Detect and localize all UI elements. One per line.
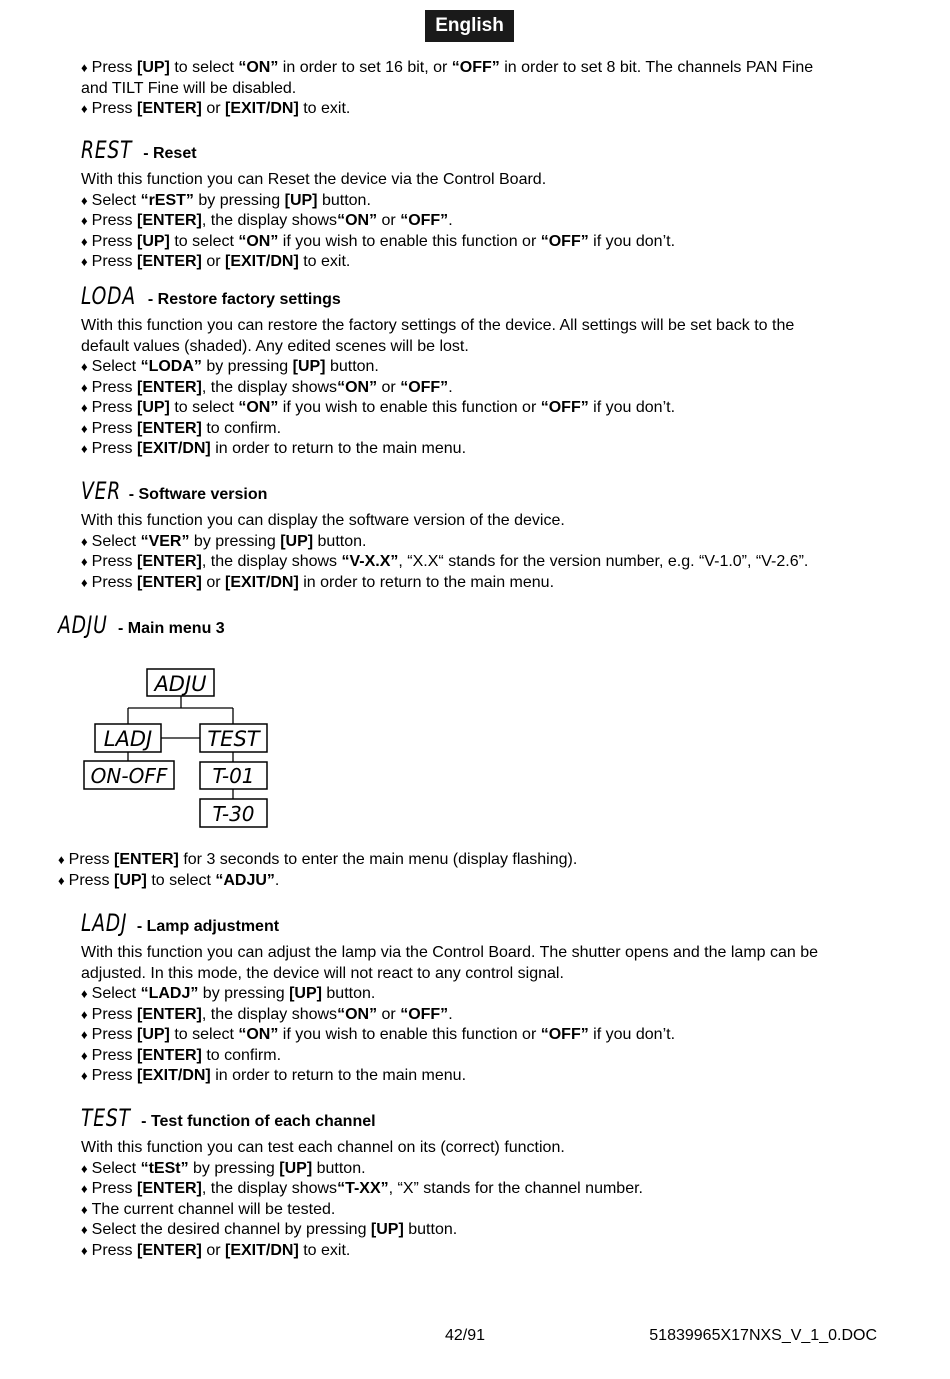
text-run: or [377, 212, 401, 229]
bold-text: “ON” [337, 1005, 378, 1023]
adju-heading [58, 611, 225, 639]
document-id: 51839965X17NXS_V_1_0.DOC [649, 1327, 877, 1344]
diamond-bullet-icon: ♦ [81, 1181, 88, 1196]
diamond-bullet-icon: ♦ [81, 986, 88, 1001]
text-run: Press [91, 1005, 137, 1023]
bullet-item [81, 552, 877, 573]
text-run: by pressing [193, 191, 285, 209]
menu-node-ladj [95, 724, 161, 752]
bold-text: “ADJU” [215, 871, 275, 889]
bold-text: “ON” [238, 59, 279, 76]
bold-text: “ON” [238, 1026, 279, 1043]
text-run: in order to return to the main menu. [298, 573, 555, 591]
text-run: The current channel will be tested. [91, 1200, 336, 1218]
diamond-bullet-icon: ♦ [81, 441, 88, 456]
rest-description-line: With this function you can Reset the device via the Control Board. [81, 171, 547, 188]
bold-text: “VER” [140, 532, 190, 550]
bold-text: “OFF” [400, 1005, 449, 1023]
bold-text: [EXIT/DN] [225, 100, 299, 117]
bold-text: [UP] [279, 1159, 313, 1177]
text-run: Press [91, 1046, 137, 1064]
loda-display-code: LODA [81, 282, 136, 310]
text-run: to select [169, 232, 239, 250]
language-badge: English [425, 10, 514, 42]
bold-text: “OFF” [400, 378, 449, 396]
menu-node-t-30-label: T-30 [212, 802, 255, 826]
diamond-bullet-icon: ♦ [58, 872, 65, 888]
text-run: . [274, 871, 280, 889]
bold-text: “tESt” [140, 1159, 189, 1177]
ladj-body [81, 943, 877, 1087]
rest-body [81, 170, 877, 273]
text-run: by pressing [201, 358, 293, 375]
bullet-item [81, 1066, 877, 1087]
bold-text: “T-XX” [337, 1180, 389, 1197]
text-run: Press [91, 1241, 137, 1259]
text-run: if you don’t. [588, 1026, 676, 1043]
bullet-item [58, 850, 854, 871]
loda-description-line: default values (shaded). Any edited scenes will be lost. [81, 337, 469, 355]
text-run: Press [91, 212, 137, 229]
bullet-item [81, 99, 877, 120]
text-run: or [201, 1241, 225, 1259]
bold-text: “ON” [337, 378, 378, 396]
menu-node-adju [147, 669, 214, 696]
text-run: Press [91, 232, 137, 250]
adju-body [58, 850, 854, 891]
ver-body [81, 511, 877, 593]
text-run: or [201, 100, 225, 117]
bold-text: [ENTER] [136, 1005, 202, 1023]
bold-text: [EXIT/DN] [225, 573, 299, 591]
bold-text: [UP] [292, 358, 326, 375]
text-run: if you don’t. [588, 399, 676, 416]
bold-text: “V-X.X” [341, 553, 399, 570]
text-run: by pressing [189, 532, 281, 550]
bold-text: [UP] [136, 232, 170, 250]
text-run: . [448, 212, 453, 229]
text-run: Select [91, 532, 141, 550]
menu-node-t-30 [200, 799, 267, 827]
diamond-bullet-icon: ♦ [81, 420, 88, 436]
bold-text: [UP] [284, 191, 318, 209]
text-run: Select [91, 1159, 141, 1177]
text-run: button. [313, 532, 367, 550]
diamond-bullet-icon: ♦ [81, 233, 88, 249]
diamond-bullet-icon: ♦ [81, 1242, 88, 1258]
text-run: or [201, 253, 225, 270]
bold-text: [UP] [136, 399, 170, 416]
bold-text: [ENTER] [136, 1241, 202, 1259]
menu-node-adju-label: ADJU [154, 672, 207, 696]
bullet-item [81, 211, 877, 232]
text-run: by pressing [198, 985, 290, 1002]
text-run: in order to set 16 bit, or [278, 59, 452, 76]
text-run: , the display shows [201, 1180, 338, 1197]
bold-text: “LADJ” [140, 985, 199, 1002]
text-run: and TILT Fine will be disabled. [81, 79, 297, 97]
bold-text: “ON” [337, 212, 378, 229]
bullet-item [81, 252, 877, 273]
bullet-item [81, 573, 877, 594]
text-run: in order to return to the main menu. [210, 1067, 467, 1084]
bullet-item [81, 378, 877, 399]
text-run: , “X.X“ stands for the version number, e.g. “V-1.0”, “V-2.6”. [398, 553, 809, 570]
test-heading [81, 1104, 376, 1132]
text-run: Select [91, 358, 141, 375]
bullet-item [81, 1241, 877, 1262]
text-run: Press [91, 100, 137, 117]
text-run: to select [146, 871, 216, 889]
bold-text: [ENTER] [136, 573, 202, 591]
bullet-item [81, 1005, 877, 1026]
text-run: by pressing [188, 1159, 280, 1177]
bullet-item [81, 1159, 877, 1180]
diamond-bullet-icon: ♦ [81, 1068, 88, 1083]
bullet-item [81, 1220, 877, 1241]
text-run: , the display shows [201, 553, 342, 570]
diamond-bullet-icon: ♦ [81, 101, 88, 116]
text-run: . [448, 1005, 453, 1023]
bullet-item [81, 1025, 877, 1046]
bold-text: [UP] [280, 532, 314, 550]
rest-display-code: REST [81, 136, 133, 164]
text-line [81, 79, 877, 100]
diamond-bullet-icon: ♦ [81, 379, 88, 395]
menu-node-t-01-label: T-01 [212, 764, 255, 788]
diamond-bullet-icon: ♦ [81, 254, 88, 269]
menu-tree-diagram [80, 666, 280, 836]
text-run: to exit. [298, 1241, 351, 1259]
bold-text: “OFF” [540, 232, 589, 250]
diamond-bullet-icon: ♦ [81, 1201, 88, 1217]
text-run: , the display shows [201, 212, 338, 229]
text-run: Select [91, 985, 141, 1002]
loda-heading [81, 282, 341, 310]
bold-text: “LODA” [140, 358, 202, 375]
text-run: Press [91, 553, 137, 570]
text-run: to select [169, 399, 239, 416]
diamond-bullet-icon: ♦ [81, 1027, 88, 1042]
bold-text: [ENTER] [136, 419, 202, 437]
page-number: 42/91 [445, 1327, 486, 1344]
bullet-item [81, 1179, 877, 1200]
bullet-item [58, 871, 854, 892]
bold-text: “OFF” [540, 399, 589, 416]
ladj-description-line: With this function you can adjust the lamp via the Control Board. The shutter opens and the lamp can be [81, 944, 819, 961]
text-run: Press [91, 1026, 137, 1043]
bold-text: [UP] [370, 1221, 404, 1238]
text-run: button. [317, 191, 371, 209]
diamond-bullet-icon: ♦ [58, 852, 65, 867]
ver-title: - Software version [128, 486, 268, 503]
text-run: to exit. [298, 100, 351, 117]
bold-text: [ENTER] [136, 553, 202, 570]
loda-title: - Restore factory settings [147, 291, 341, 308]
bullet-item [81, 984, 877, 1005]
text-run: . [448, 378, 453, 396]
diamond-bullet-icon: ♦ [81, 213, 88, 228]
text-run: if you wish to enable this function or [278, 1026, 541, 1043]
bold-text: [UP] [136, 1026, 170, 1043]
diamond-bullet-icon: ♦ [81, 1160, 88, 1176]
diamond-bullet-icon: ♦ [81, 554, 88, 569]
diamond-bullet-icon: ♦ [81, 574, 88, 590]
bullet-item [81, 357, 877, 378]
text-run: Press [91, 440, 137, 457]
ver-heading [81, 477, 267, 505]
diamond-bullet-icon: ♦ [81, 1222, 88, 1237]
text-run: if you wish to enable this function or [278, 399, 541, 416]
diamond-bullet-icon: ♦ [81, 1006, 88, 1022]
test-description-line: With this function you can test each channel on its (correct) function. [81, 1139, 565, 1156]
diamond-bullet-icon: ♦ [81, 400, 88, 415]
bold-text: [ENTER] [136, 1180, 202, 1197]
bold-text: “rEST” [140, 191, 194, 209]
text-run: Press [91, 378, 137, 396]
bold-text: [ENTER] [136, 378, 202, 396]
bold-text: “OFF” [540, 1026, 589, 1043]
loda-description-line: With this function you can restore the factory settings of the device. All settings will be set back to the [81, 317, 795, 334]
bold-text: “OFF” [451, 59, 500, 76]
text-run: or [377, 1005, 401, 1023]
bullet-item [81, 1200, 877, 1221]
text-run: Press [91, 399, 137, 416]
diamond-bullet-icon: ♦ [81, 1047, 88, 1063]
diamond-bullet-icon: ♦ [81, 60, 88, 75]
test-display-code: TEST [81, 1104, 131, 1132]
text-run: to exit. [298, 253, 351, 270]
loda-body [81, 316, 877, 460]
text-run: Press [91, 253, 137, 270]
menu-node-on-off [84, 761, 174, 789]
adju-title: - Main menu 3 [118, 620, 225, 637]
text-run: if you don’t. [588, 232, 676, 250]
bullet-item [81, 232, 877, 253]
text-run: to confirm. [201, 419, 282, 437]
bullet-item [81, 419, 877, 440]
text-run: Press [91, 59, 137, 76]
bold-text: [ENTER] [136, 1046, 202, 1064]
text-run: Press [68, 851, 114, 868]
adju-display-code: ADJU [58, 611, 108, 639]
text-run: Press [91, 573, 137, 591]
text-run: or [377, 378, 401, 396]
bold-text: [ENTER] [136, 253, 202, 270]
text-run: button. [325, 358, 379, 375]
diamond-bullet-icon: ♦ [81, 359, 88, 374]
bold-text: [UP] [113, 871, 147, 889]
text-run: in order to set 8 bit. The channels PAN Fine [499, 59, 814, 76]
bold-text: [ENTER] [136, 100, 202, 117]
bold-text: [EXIT/DN] [136, 1067, 211, 1084]
ladj-display-code: LADJ [81, 909, 128, 937]
text-run: Press [91, 1067, 137, 1084]
bold-text: “OFF” [400, 212, 449, 229]
bullet-item [81, 191, 877, 212]
test-title: - Test function of each channel [141, 1113, 376, 1130]
text-run: to select [169, 59, 239, 76]
menu-node-on-off-label: ON-OFF [90, 764, 168, 788]
diamond-bullet-icon: ♦ [81, 533, 88, 549]
bullet-item [81, 58, 877, 79]
text-run: button. [321, 985, 376, 1002]
diamond-bullet-icon: ♦ [81, 192, 88, 208]
bullet-item [81, 532, 877, 553]
bullet-item [81, 439, 877, 460]
ver-display-code: VER [81, 477, 121, 505]
rest-heading [81, 136, 197, 164]
bold-text: [ENTER] [113, 851, 179, 868]
ladj-heading [81, 909, 279, 937]
bullet-item [81, 398, 877, 419]
ladj-title: - Lamp adjustment [136, 918, 280, 935]
rest-title: - Reset [143, 145, 197, 162]
text-run: if you wish to enable this function or [278, 232, 541, 250]
intro-block [81, 58, 877, 120]
bullet-item [81, 1046, 877, 1067]
ver-description-line: With this function you can display the software version of the device. [81, 512, 565, 529]
text-run: button. [403, 1221, 458, 1238]
ladj-description-line: adjusted. In this mode, the device will not react to any control signal. [81, 964, 564, 982]
text-run: to confirm. [201, 1046, 282, 1064]
text-run: , “X” stands for the channel number. [388, 1180, 643, 1197]
text-run: Select [91, 191, 141, 209]
menu-node-test [200, 724, 267, 752]
text-run: Press [91, 419, 137, 437]
text-run: button. [312, 1159, 366, 1177]
text-run: or [201, 573, 225, 591]
bold-text: “ON” [238, 232, 279, 250]
test-body [81, 1138, 877, 1261]
text-run: Press [91, 1180, 137, 1197]
bold-text: [EXIT/DN] [225, 1241, 299, 1259]
text-run: in order to return to the main menu. [210, 440, 467, 457]
text-run: Select the desired channel by pressing [91, 1221, 371, 1238]
menu-node-test-label: TEST [207, 727, 260, 751]
menu-node-ladj-label: LADJ [103, 727, 153, 751]
bold-text: [ENTER] [136, 212, 202, 229]
bold-text: “ON” [238, 399, 279, 416]
text-run: , the display shows [201, 378, 338, 396]
text-run: to select [169, 1026, 239, 1043]
bold-text: [UP] [289, 985, 322, 1002]
text-run: Press [68, 871, 114, 889]
bold-text: [UP] [136, 59, 170, 76]
text-run: , the display shows [201, 1005, 338, 1023]
menu-node-t-01 [200, 762, 267, 789]
text-run: for 3 seconds to enter the main menu (display flashing). [178, 851, 578, 868]
bold-text: [EXIT/DN] [136, 440, 211, 457]
bold-text: [EXIT/DN] [225, 253, 299, 270]
